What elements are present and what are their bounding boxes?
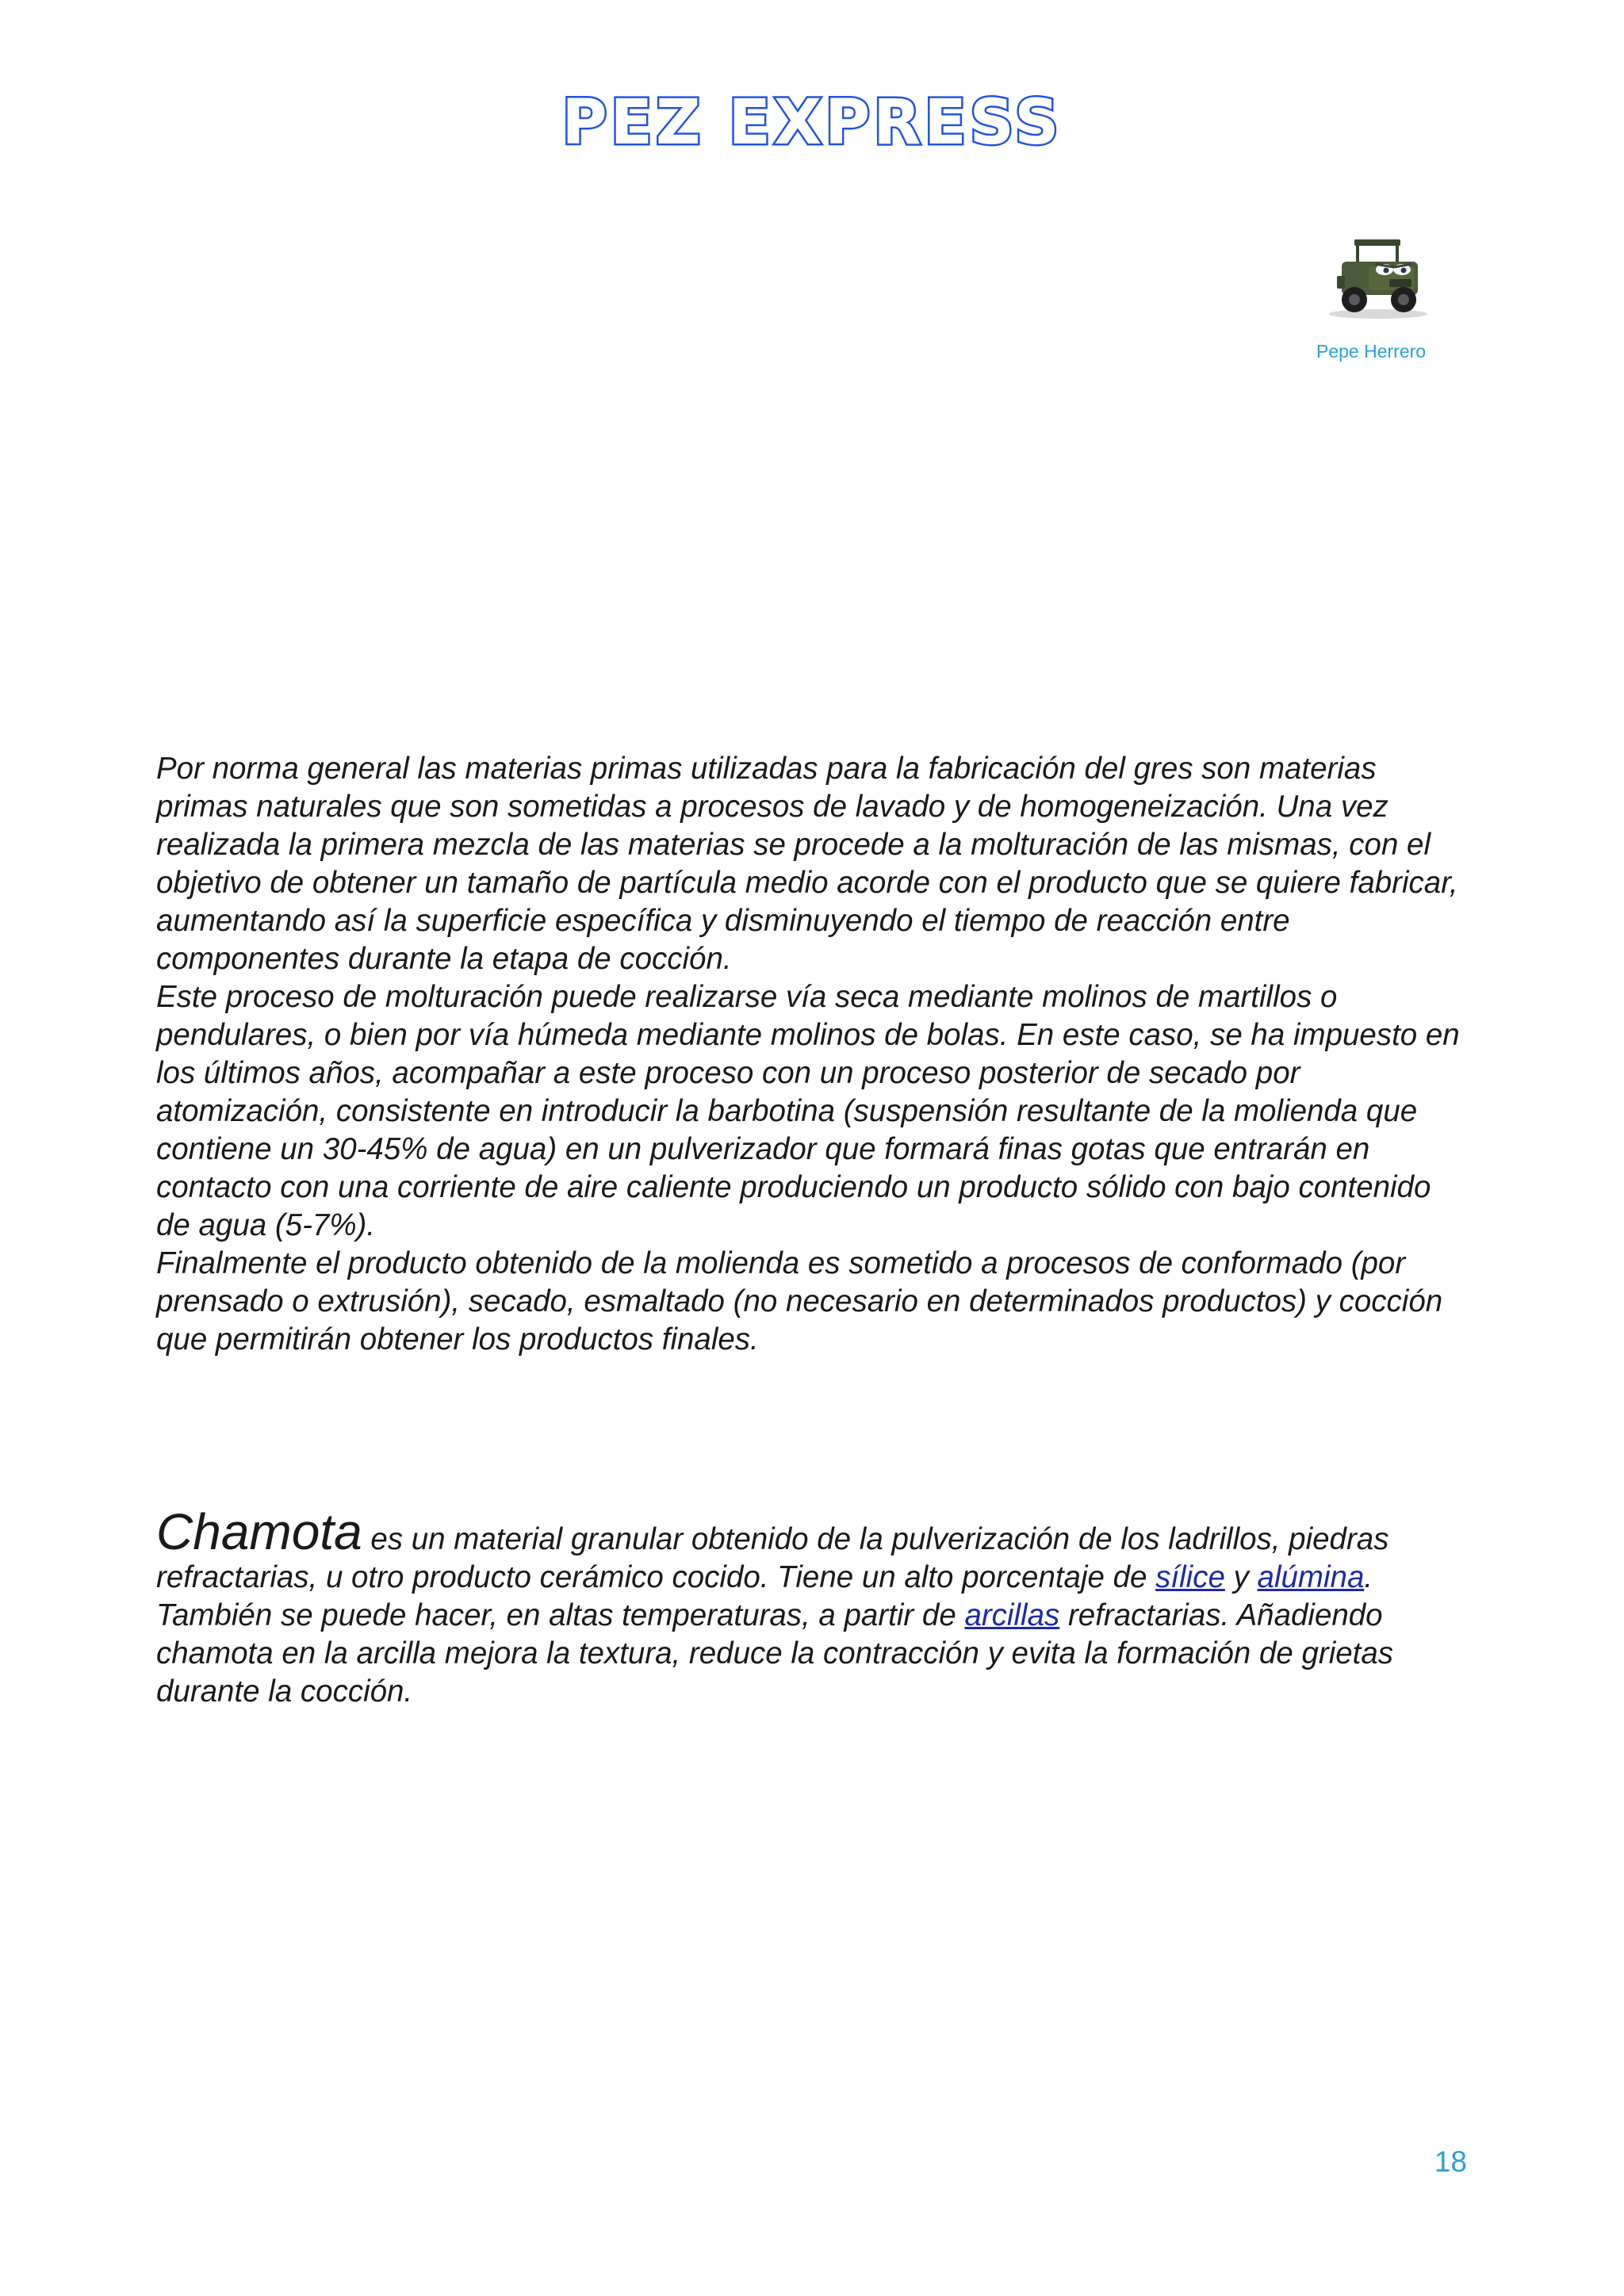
chamota-text-3: . También se puede hacer, en altas temperaturas, a partir de	[156, 1560, 1373, 1632]
body-paragraph-molienda: Por norma general las materias primas utilizadas para la fabricación del gres son materias primas naturales que son sometidas a procesos de lavado y de homogeneización. Una vez realizada la primera mezcla de las materias se procede a la molturación de las mismas, con el objetivo de obtener un tamaño de partícula medio acorde con el producto que se quiere fabricar, aumentando así la superficie específica y disminuyendo el tiempo de reacción entre componentes durante la etapa de cocción.	[156, 752, 1458, 976]
page-header-title: PEZ EXPRESS	[561, 87, 1063, 159]
body-paragraph-molturacion: Este proceso de molturación puede realizarse vía seca mediante molinos de martillos o pendulares, o bien por vía húmeda mediante molinos de bolas. En este caso, se ha impuesto en los últimos años, acompañar a este proceso con un proceso posterior de secado por atomización, consistente en introducir la barbotina (suspensión resultante de la molienda que contiene un 30-45% de agua) en un pulverizador que formará finas gotas que entrarán en contacto con una corriente de aire caliente produciendo un producto sólido con bajo contenido de agua (5-7%).	[156, 980, 1460, 1242]
link-alumina[interactable]: alúmina	[1257, 1560, 1365, 1594]
chamota-text-4: refractarias. Añadiendo chamota en la arcilla mejora la textura, reduce la contracción y evita la formación de grietas durante la cocción.	[156, 1598, 1394, 1709]
body-paragraph-conformado: Finalmente el producto obtenido de la molienda es sometido a procesos de conformado (por prensado o extrusión), secado, esmaltado (no necesario en determinados productos) y cocción que permitirán obtener los productos finales.	[156, 1246, 1443, 1357]
link-silice[interactable]: sílice	[1155, 1560, 1225, 1594]
author-caption: Pepe Herrero	[1316, 341, 1427, 362]
chamota-text-2: y	[1224, 1560, 1258, 1594]
page-number: 18	[1434, 2145, 1467, 2178]
link-arcillas[interactable]: arcillas	[964, 1598, 1060, 1632]
chamota-definition	[156, 1503, 1473, 1711]
chamota-term: Chamota	[156, 1503, 362, 1560]
chamota-text-1: es un material granular obtenido de la pulverización de los ladrillos, piedras refractarias, u otro producto cerámico cocido. Tiene un alto porcentaje de	[156, 1522, 1389, 1594]
jeep-cartoon-icon	[1323, 235, 1434, 322]
